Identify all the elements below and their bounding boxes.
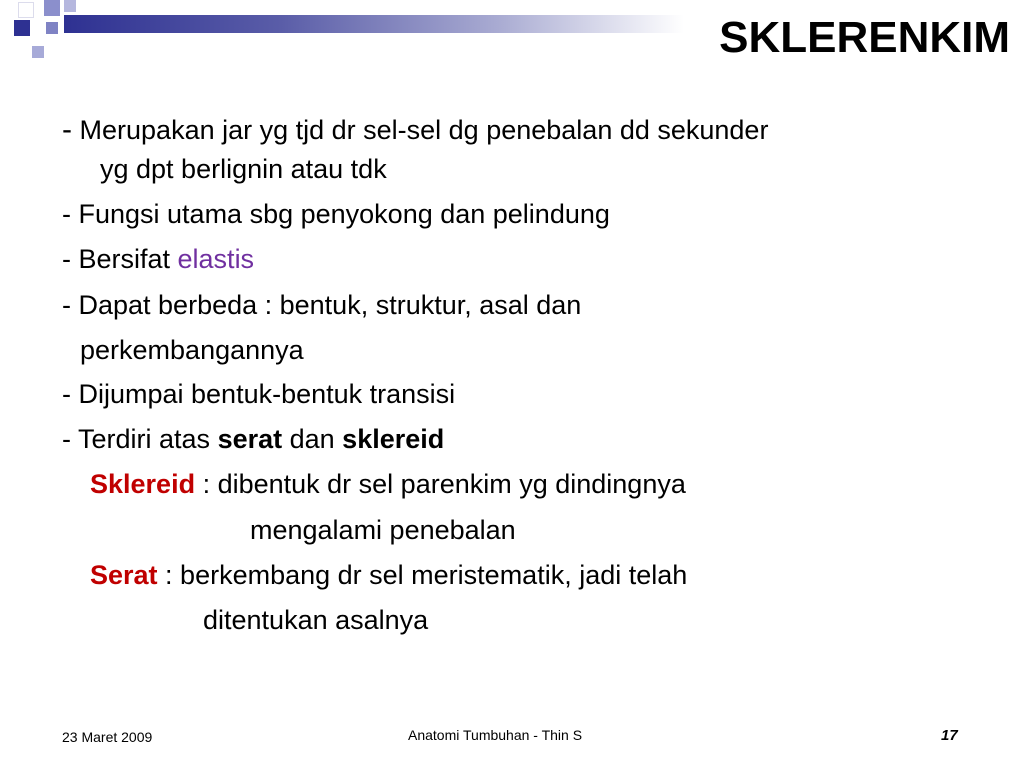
keyword-sklereid: sklereid xyxy=(342,424,445,454)
bullet-4-line-2: perkembangannya xyxy=(80,335,304,365)
serat-line-1 xyxy=(90,559,687,591)
bullet-1-text: Merupakan jar yg tjd dr sel-sel dg penebalan dd sekunder xyxy=(79,115,769,145)
decor-square-mid xyxy=(46,22,58,34)
decor-square-periwinkle xyxy=(44,0,60,16)
serat-line-2: ditentukan asalnya xyxy=(203,605,429,635)
bullet-2: - Fungsi utama sbg penyokong dan pelindung xyxy=(62,199,610,229)
sklereid-line-1 xyxy=(90,468,686,500)
bullet-4-line-1: - Dapat berbeda : bentuk, struktur, asal dan xyxy=(62,290,582,320)
decor-square-small xyxy=(32,46,44,58)
keyword-serat: serat xyxy=(217,424,283,454)
sklereid-definition: : dibentuk dr sel parenkim yg dindingnya xyxy=(195,469,686,499)
bullet-3 xyxy=(62,243,254,275)
sklereid-line-2: mengalami penebalan xyxy=(250,515,516,545)
footer-date: 23 Maret 2009 xyxy=(62,729,153,745)
header-gradient-bar xyxy=(64,15,684,33)
decor-square-white xyxy=(18,2,34,18)
bullet-1-line-2: yg dpt berlignin atau tdk xyxy=(100,154,387,184)
bullet-dash: - xyxy=(62,113,72,146)
decor-square-navy xyxy=(14,20,30,36)
bullet-6-mid: dan xyxy=(282,424,343,454)
bullet-6 xyxy=(62,423,444,455)
term-sklereid: Sklereid xyxy=(90,469,196,499)
bullet-5: - Dijumpai bentuk-bentuk transisi xyxy=(62,379,456,409)
slide-title: SKLERENKIM xyxy=(719,13,1010,62)
decor-square-light xyxy=(64,0,76,12)
bullet-1-line-1 xyxy=(62,114,768,146)
serat-definition: : berkembang dr sel meristematik, jadi telah xyxy=(157,560,688,590)
keyword-elastis: elastis xyxy=(177,244,255,274)
footer-center-text: Anatomi Tumbuhan - Thin S xyxy=(408,727,583,743)
slide-number: 17 xyxy=(941,727,958,744)
term-serat: Serat xyxy=(90,560,158,590)
bullet-6-prefix: - Terdiri atas xyxy=(62,424,218,454)
bullet-3-text: - Bersifat xyxy=(62,244,178,274)
